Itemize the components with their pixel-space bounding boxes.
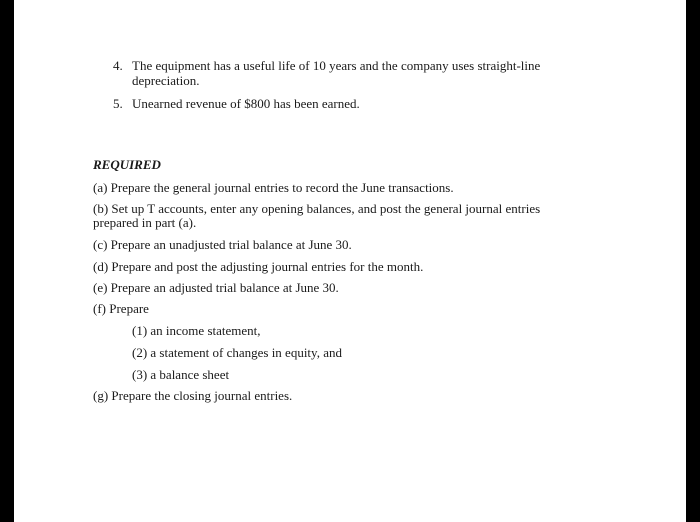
required-item-f-sub-1: (1) an income statement, — [132, 323, 261, 338]
required-item-f-sub-3: (3) a balance sheet — [132, 367, 230, 382]
item-5-text: Unearned revenue of $800 has been earned. — [132, 96, 360, 111]
required-item-c: (c) Prepare an unadjusted trial balance at June 30. — [93, 237, 352, 252]
item-4-number: 4. — [113, 58, 123, 73]
required-item-d: (d) Prepare and post the adjusting journal entries for the month. — [93, 259, 424, 274]
required-item-a: (a) Prepare the general journal entries to record the June transactions. — [93, 180, 454, 195]
required-item-b-line1: (b) Set up T accounts, enter any opening balances, and post the general journal entries — [93, 201, 541, 216]
required-item-e: (e) Prepare an adjusted trial balance at June 30. — [93, 280, 339, 295]
item-5-number: 5. — [113, 96, 123, 111]
item-4-text-line1: The equipment has a useful life of 10 years and the company uses straight-line — [132, 58, 541, 73]
required-item-b-line2: prepared in part (a). — [93, 215, 197, 230]
required-heading: REQUIRED — [93, 157, 161, 172]
required-item-f-sub-2: (2) a statement of changes in equity, and — [132, 345, 342, 360]
document-page — [14, 0, 686, 522]
required-item-f: (f) Prepare — [93, 301, 149, 316]
required-item-g: (g) Prepare the closing journal entries. — [93, 388, 293, 403]
item-4-text-line2: depreciation. — [132, 73, 200, 88]
